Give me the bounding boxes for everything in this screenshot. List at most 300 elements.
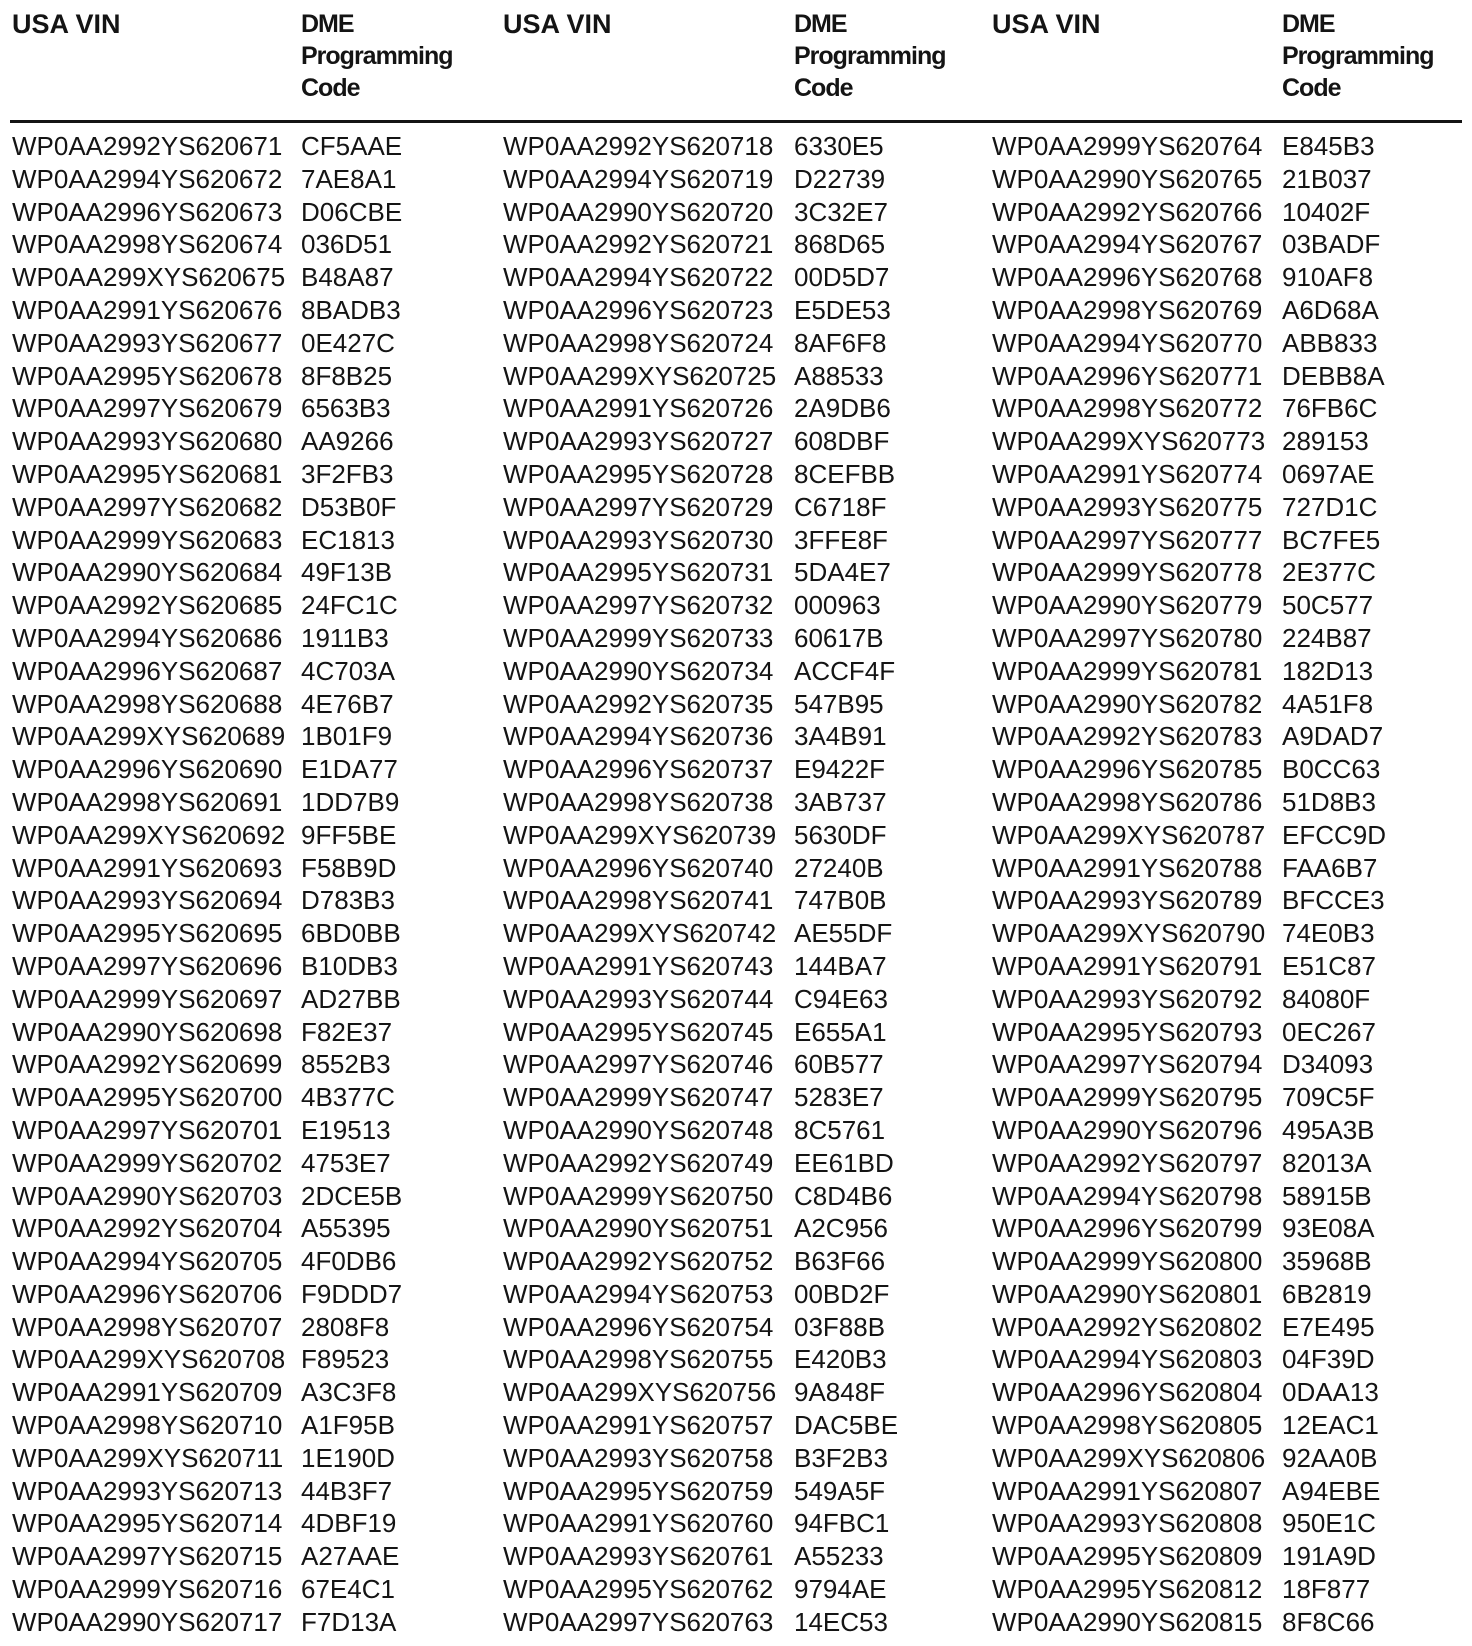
dme-code-cell: 00D5D7 [794, 262, 890, 293]
vin-cell: WP0AA2991YS620791 [992, 950, 1263, 981]
table-row [10, 425, 1462, 458]
dme-code-cell: 6B2819 [1282, 1278, 1372, 1309]
vin-cell: WP0AA2994YS620736 [503, 721, 774, 752]
vin-cell: WP0AA2998YS620738 [503, 786, 774, 817]
vin-cell: WP0AA2992YS620685 [12, 590, 283, 621]
vin-cell: WP0AA2992YS620718 [503, 131, 774, 161]
dme-code-cell: 4DBF19 [301, 1508, 397, 1539]
dme-code-cell: 58915B [1282, 1180, 1372, 1211]
vin-cell: WP0AA2999YS620795 [992, 1082, 1263, 1113]
dme-code-cell: 04F39D [1282, 1344, 1375, 1375]
table-row [10, 950, 1462, 983]
dme-code-cell: E19513 [301, 1114, 391, 1145]
dme-code-cell: 747B0B [794, 885, 887, 916]
vin-cell: WP0AA2995YS620714 [12, 1508, 283, 1539]
vin-cell: WP0AA2996YS620737 [503, 754, 774, 785]
dme-code-cell: 950E1C [1282, 1508, 1376, 1539]
dme-code-cell: A6D68A [1282, 294, 1379, 325]
dme-code-cell: 224B87 [1282, 622, 1372, 653]
dme-code-cell: 4753E7 [301, 1147, 391, 1178]
vin-cell: WP0AA2991YS620807 [992, 1475, 1263, 1506]
vin-cell: WP0AA299XYS620711 [12, 1442, 284, 1473]
dme-code-cell: E7E495 [1282, 1311, 1375, 1342]
vin-cell: WP0AA2994YS620803 [992, 1344, 1263, 1375]
table-row [10, 884, 1462, 917]
vin-cell: WP0AA2990YS620815 [992, 1606, 1263, 1637]
vin-cell: WP0AA2995YS620809 [992, 1541, 1263, 1572]
dme-code-cell: 8552B3 [301, 1049, 391, 1080]
dme-code-cell: D34093 [1282, 1049, 1374, 1080]
vin-cell: WP0AA2992YS620766 [992, 196, 1263, 227]
dme-code-cell: 000963 [794, 590, 881, 621]
table-row [10, 622, 1462, 655]
vin-code-table [10, 8, 1462, 1637]
dme-code-cell: 84080F [1282, 983, 1371, 1014]
dme-code-cell: A88533 [794, 360, 884, 391]
vin-cell: WP0AA2992YS620671 [12, 131, 283, 161]
vin-cell: WP0AA2993YS620775 [992, 491, 1263, 522]
dme-code-cell: AE55DF [794, 918, 893, 949]
table-row [10, 1212, 1462, 1245]
vin-cell: WP0AA2992YS620735 [503, 688, 774, 719]
vin-cell: WP0AA2994YS620753 [503, 1278, 774, 1309]
vin-cell: WP0AA2998YS620707 [12, 1311, 283, 1342]
vin-cell: WP0AA2996YS620799 [992, 1213, 1263, 1244]
dme-code-cell: 709C5F [1282, 1082, 1375, 1113]
dme-code-cell: C8D4B6 [794, 1180, 893, 1211]
table-row [10, 589, 1462, 622]
dme-code-cell: 8F8C66 [1282, 1606, 1375, 1637]
vin-cell: WP0AA2998YS620674 [12, 229, 283, 260]
vin-cell: WP0AA2993YS620713 [12, 1475, 283, 1506]
dme-code-cell: 6BD0BB [301, 918, 401, 949]
vin-cell: WP0AA2991YS620774 [992, 458, 1263, 489]
dme-code-cell: 03F88B [794, 1311, 886, 1342]
dme-code-cell: 03BADF [1282, 229, 1381, 260]
vin-cell: WP0AA2992YS620704 [12, 1213, 283, 1244]
vin-cell: WP0AA299XYS620756 [503, 1377, 777, 1408]
dme-code-cell: 8F8B25 [301, 360, 393, 391]
vin-cell: WP0AA299XYS620790 [992, 918, 1266, 949]
table-row [10, 327, 1462, 360]
dme-code-cell: 6330E5 [794, 131, 884, 161]
table-row [10, 753, 1462, 786]
dme-code-cell: BC7FE5 [1282, 524, 1381, 555]
table-row [10, 1442, 1462, 1475]
header-usa-vin-1: USA VIN [12, 9, 121, 39]
vin-cell: WP0AA2997YS620746 [503, 1049, 774, 1080]
vin-cell: WP0AA2999YS620747 [503, 1082, 774, 1113]
vin-cell: WP0AA2997YS620729 [503, 491, 774, 522]
dme-code-cell: A2C956 [794, 1213, 888, 1244]
dme-code-cell: DAC5BE [794, 1410, 899, 1441]
dme-code-cell: C6718F [794, 491, 887, 522]
vin-cell: WP0AA299XYS620739 [503, 819, 777, 850]
table-row [10, 1376, 1462, 1409]
table-row [10, 228, 1462, 261]
vin-cell: WP0AA2992YS620752 [503, 1246, 774, 1277]
dme-code-cell: 2A9DB6 [794, 393, 891, 424]
vin-cell: WP0AA2999YS620697 [12, 983, 283, 1014]
dme-code-cell: 93E08A [1282, 1213, 1375, 1244]
dme-code-cell: 0697AE [1282, 458, 1375, 489]
dme-code-cell: BFCCE3 [1282, 885, 1385, 916]
dme-code-cell: CF5AAE [301, 131, 403, 161]
vin-cell: WP0AA2993YS620694 [12, 885, 283, 916]
table-row [10, 819, 1462, 852]
table-row [10, 458, 1462, 491]
vin-cell: WP0AA2993YS620744 [503, 983, 774, 1014]
dme-code-cell: 549A5F [794, 1475, 886, 1506]
table-row [10, 163, 1462, 196]
dme-code-cell: 10402F [1282, 196, 1371, 227]
dme-code-cell: 7AE8A1 [301, 163, 397, 194]
dme-code-cell: ACCF4F [794, 655, 896, 686]
dme-code-cell: 50C577 [1282, 590, 1374, 621]
table-row [10, 786, 1462, 819]
table-row [10, 1081, 1462, 1114]
vin-cell: WP0AA2997YS620679 [12, 393, 283, 424]
vin-cell: WP0AA2998YS620724 [503, 327, 774, 358]
dme-code-cell: B10DB3 [301, 950, 398, 981]
dme-code-cell: E420B3 [794, 1344, 887, 1375]
vin-cell: WP0AA2992YS620802 [992, 1311, 1263, 1342]
dme-code-cell: 14EC53 [794, 1606, 888, 1637]
dme-code-cell: EC1813 [301, 524, 395, 555]
vin-cell: WP0AA2995YS620812 [992, 1574, 1263, 1605]
dme-code-cell: 60617B [794, 622, 884, 653]
dme-code-cell: A55233 [794, 1541, 884, 1572]
vin-cell: WP0AA2990YS620734 [503, 655, 774, 686]
table-row [10, 1311, 1462, 1344]
dme-code-cell: 12EAC1 [1282, 1410, 1379, 1441]
vin-cell: WP0AA2993YS620758 [503, 1442, 774, 1473]
dme-code-cell: DEBB8A [1282, 360, 1385, 391]
dme-code-cell: 4B377C [301, 1082, 395, 1113]
dme-code-cell: 9FF5BE [301, 819, 397, 850]
table-row [10, 1540, 1462, 1573]
vin-cell: WP0AA2991YS620693 [12, 852, 283, 883]
dme-code-cell: A9DAD7 [1282, 721, 1384, 752]
vin-cell: WP0AA2993YS620680 [12, 426, 283, 457]
dme-code-cell: 27240B [794, 852, 884, 883]
dme-code-cell: 2DCE5B [301, 1180, 403, 1211]
dme-code-cell: 1911B3 [301, 622, 389, 653]
table-row [10, 1147, 1462, 1180]
vin-cell: WP0AA2991YS620709 [12, 1377, 283, 1408]
vin-cell: WP0AA2994YS620722 [503, 262, 774, 293]
vin-cell: WP0AA2996YS620673 [12, 196, 283, 227]
vin-cell: WP0AA2996YS620690 [12, 754, 283, 785]
vin-cell: WP0AA2994YS620719 [503, 163, 774, 194]
dme-code-cell: B0CC63 [1282, 754, 1381, 785]
table-row [10, 1114, 1462, 1147]
vin-cell: WP0AA2991YS620788 [992, 852, 1263, 883]
table-row [10, 294, 1462, 327]
table-row [10, 1278, 1462, 1311]
dme-code-cell: A27AAE [301, 1541, 400, 1572]
dme-code-cell: F7D13A [301, 1606, 397, 1637]
dme-code-cell: 76FB6C [1282, 393, 1378, 424]
dme-code-cell: 191A9D [1282, 1541, 1376, 1572]
vin-cell: WP0AA2999YS620764 [992, 131, 1263, 161]
header-divider [10, 120, 1462, 123]
vin-cell: WP0AA2992YS620699 [12, 1049, 283, 1080]
vin-cell: WP0AA2994YS620798 [992, 1180, 1263, 1211]
vin-cell: WP0AA2995YS620745 [503, 1016, 774, 1047]
dme-code-cell: 3F2FB3 [301, 458, 394, 489]
vin-cell: WP0AA2996YS620706 [12, 1278, 283, 1309]
vin-cell: WP0AA2996YS620771 [992, 360, 1263, 391]
vin-cell: WP0AA2998YS620755 [503, 1344, 774, 1375]
vin-cell: WP0AA2990YS620717 [12, 1606, 283, 1637]
vin-cell: WP0AA2997YS620715 [12, 1541, 283, 1572]
dme-code-cell: D783B3 [301, 885, 395, 916]
dme-code-cell: EFCC9D [1282, 819, 1387, 850]
dme-code-cell: 3AB737 [794, 786, 887, 817]
vin-cell: WP0AA2996YS620785 [992, 754, 1263, 785]
vin-cell: WP0AA2997YS620696 [12, 950, 283, 981]
dme-code-cell: 5DA4E7 [794, 557, 891, 588]
vin-cell: WP0AA2998YS620691 [12, 786, 283, 817]
dme-code-cell: 4C703A [301, 655, 395, 686]
dme-code-cell: 4F0DB6 [301, 1246, 397, 1277]
table-row [10, 392, 1462, 425]
table-row [10, 360, 1462, 393]
table-row [10, 261, 1462, 294]
dme-code-cell: E5DE53 [794, 294, 891, 325]
dme-code-cell: 1B01F9 [301, 721, 393, 752]
vin-cell: WP0AA299XYS620692 [12, 819, 286, 850]
table-row [10, 1409, 1462, 1442]
dme-code-cell: F58B9D [301, 852, 397, 883]
vin-cell: WP0AA2994YS620672 [12, 163, 283, 194]
vin-cell: WP0AA2997YS620780 [992, 622, 1263, 653]
vin-cell: WP0AA2998YS620710 [12, 1410, 283, 1441]
table-row [10, 556, 1462, 589]
dme-code-cell: 74E0B3 [1282, 918, 1375, 949]
dme-code-cell: 82013A [1282, 1147, 1372, 1178]
dme-code-cell: 144BA7 [794, 950, 887, 981]
table-row [10, 1048, 1462, 1081]
dme-code-cell: 3A4B91 [794, 721, 887, 752]
dme-code-cell: 60B577 [794, 1049, 884, 1080]
vin-cell: WP0AA2995YS620678 [12, 360, 283, 391]
table-row [10, 1245, 1462, 1278]
dme-code-cell: 182D13 [1282, 655, 1374, 686]
dme-code-cell: 727D1C [1282, 491, 1378, 522]
table-row [10, 688, 1462, 721]
dme-code-cell: 289153 [1282, 426, 1369, 457]
table-row [10, 655, 1462, 688]
vin-cell: WP0AA2990YS620801 [992, 1278, 1263, 1309]
vin-cell: WP0AA2999YS620702 [12, 1147, 283, 1178]
vin-cell: WP0AA2990YS620698 [12, 1016, 283, 1047]
vin-cell: WP0AA299XYS620708 [12, 1344, 286, 1375]
vin-cell: WP0AA2993YS620789 [992, 885, 1263, 916]
dme-code-cell: C94E63 [794, 983, 888, 1014]
header-dme-code-3: DME Programming Code [1282, 10, 1434, 102]
vin-cell: WP0AA2992YS620749 [503, 1147, 774, 1178]
dme-code-cell: 9A848F [794, 1377, 886, 1408]
vin-cell: WP0AA2990YS620720 [503, 196, 774, 227]
vin-cell: WP0AA2998YS620769 [992, 294, 1263, 325]
vin-cell: WP0AA2995YS620728 [503, 458, 774, 489]
vin-cell: WP0AA2995YS620793 [992, 1016, 1263, 1047]
header-dme-code-1: DME Programming Code [301, 10, 453, 102]
vin-cell: WP0AA2994YS620705 [12, 1246, 283, 1277]
vin-cell: WP0AA2995YS620681 [12, 458, 283, 489]
vin-cell: WP0AA2993YS620730 [503, 524, 774, 555]
dme-code-cell: 910AF8 [1282, 262, 1374, 293]
dme-code-cell: D22739 [794, 163, 886, 194]
vin-cell: WP0AA2999YS620778 [992, 557, 1263, 588]
vin-cell: WP0AA2998YS620741 [503, 885, 774, 916]
vin-cell: WP0AA2996YS620723 [503, 294, 774, 325]
vin-cell: WP0AA2995YS620700 [12, 1082, 283, 1113]
dme-code-cell: 608DBF [794, 426, 890, 457]
dme-code-cell: 49F13B [301, 557, 393, 588]
table-row [10, 983, 1462, 1016]
vin-cell: WP0AA2990YS620779 [992, 590, 1263, 621]
table-row [10, 917, 1462, 950]
dme-code-cell: A1F95B [301, 1410, 395, 1441]
table-row [10, 1507, 1462, 1540]
table-row [10, 1606, 1462, 1639]
dme-code-cell: FAA6B7 [1282, 852, 1378, 883]
vin-cell: WP0AA2999YS620683 [12, 524, 283, 555]
vin-cell: WP0AA2999YS620716 [12, 1574, 283, 1605]
dme-code-cell: 92AA0B [1282, 1442, 1378, 1473]
vin-cell: WP0AA2997YS620763 [503, 1606, 774, 1637]
dme-code-cell: B48A87 [301, 262, 394, 293]
vin-cell: WP0AA2999YS620733 [503, 622, 774, 653]
vin-cell: WP0AA2999YS620800 [992, 1246, 1263, 1277]
dme-code-cell: 1DD7B9 [301, 786, 400, 817]
vin-cell: WP0AA2996YS620768 [992, 262, 1263, 293]
vin-cell: WP0AA2991YS620726 [503, 393, 774, 424]
dme-code-cell: 24FC1C [301, 590, 398, 621]
table-row [10, 524, 1462, 557]
table-row [10, 130, 1462, 163]
dme-code-cell: B63F66 [794, 1246, 886, 1277]
header-usa-vin-3: USA VIN [992, 9, 1101, 39]
vin-cell: WP0AA299XYS620689 [12, 721, 286, 752]
dme-code-cell: E1DA77 [301, 754, 398, 785]
table-row [10, 720, 1462, 753]
dme-code-cell: 0EC267 [1282, 1016, 1376, 1047]
vin-cell: WP0AA2997YS620701 [12, 1114, 283, 1145]
dme-code-cell: 8BADB3 [301, 294, 401, 325]
vin-cell: WP0AA2993YS620761 [503, 1541, 774, 1572]
vin-cell: WP0AA2997YS620777 [992, 524, 1263, 555]
vin-cell: WP0AA2994YS620770 [992, 327, 1263, 358]
dme-code-cell: F9DDD7 [301, 1278, 403, 1309]
vin-cell: WP0AA2996YS620804 [992, 1377, 1263, 1408]
dme-code-cell: 35968B [1282, 1246, 1372, 1277]
dme-code-cell: AA9266 [301, 426, 394, 457]
dme-code-cell: 6563B3 [301, 393, 391, 424]
vin-cell: WP0AA2993YS620727 [503, 426, 774, 457]
vin-cell: WP0AA2991YS620757 [503, 1410, 774, 1441]
vin-cell: WP0AA299XYS620675 [12, 262, 286, 293]
vin-cell: WP0AA2990YS620796 [992, 1114, 1263, 1145]
vin-cell: WP0AA2998YS620688 [12, 688, 283, 719]
vin-cell: WP0AA2996YS620754 [503, 1311, 774, 1342]
dme-code-cell: 8C5761 [794, 1114, 886, 1145]
vin-cell: WP0AA2990YS620703 [12, 1180, 283, 1211]
vin-cell: WP0AA2990YS620748 [503, 1114, 774, 1145]
dme-code-cell: 036D51 [301, 229, 393, 260]
dme-code-cell: A55395 [301, 1213, 391, 1244]
dme-code-cell: B3F2B3 [794, 1442, 888, 1473]
dme-code-cell: 44B3F7 [301, 1475, 393, 1506]
table-row [10, 1180, 1462, 1213]
dme-code-cell: 8AF6F8 [794, 327, 887, 358]
dme-code-cell: 5630DF [794, 819, 887, 850]
dme-code-cell: 5283E7 [794, 1082, 884, 1113]
vin-cell: WP0AA2998YS620772 [992, 393, 1263, 424]
vin-cell: WP0AA2996YS620687 [12, 655, 283, 686]
vin-cell: WP0AA2998YS620805 [992, 1410, 1263, 1441]
vin-cell: WP0AA2994YS620686 [12, 622, 283, 653]
dme-code-cell: 4A51F8 [1282, 688, 1374, 719]
vin-cell: WP0AA2991YS620760 [503, 1508, 774, 1539]
vin-cell: WP0AA299XYS620787 [992, 819, 1266, 850]
dme-code-cell: 8CEFBB [794, 458, 896, 489]
dme-code-cell: E655A1 [794, 1016, 887, 1047]
vin-cell: WP0AA2998YS620786 [992, 786, 1263, 817]
vin-cell: WP0AA2990YS620684 [12, 557, 283, 588]
table-row [10, 1016, 1462, 1049]
dme-code-cell: E845B3 [1282, 131, 1375, 161]
table-row [10, 196, 1462, 229]
dme-code-cell: EE61BD [794, 1147, 894, 1178]
vin-cell: WP0AA2997YS620682 [12, 491, 283, 522]
vin-cell: WP0AA2992YS620721 [503, 229, 774, 260]
table-row [10, 1475, 1462, 1508]
dme-code-cell: 67E4C1 [301, 1574, 395, 1605]
vin-cell: WP0AA2990YS620751 [503, 1213, 774, 1244]
dme-code-cell: ABB833 [1282, 327, 1378, 358]
dme-code-cell: D06CBE [301, 196, 403, 227]
vin-cell: WP0AA2995YS620762 [503, 1574, 774, 1605]
dme-code-cell: 868D65 [794, 229, 886, 260]
dme-code-cell: 21B037 [1282, 163, 1372, 194]
dme-code-cell: 2E377C [1282, 557, 1376, 588]
vin-cell: WP0AA2999YS620750 [503, 1180, 774, 1211]
vin-cell: WP0AA2993YS620792 [992, 983, 1263, 1014]
dme-code-cell: 9794AE [794, 1574, 887, 1605]
vin-cell: WP0AA299XYS620773 [992, 426, 1266, 457]
dme-code-cell: 3FFE8F [794, 524, 888, 555]
vin-cell: WP0AA2992YS620783 [992, 721, 1263, 752]
table-row [10, 491, 1462, 524]
dme-code-cell: 00BD2F [794, 1278, 890, 1309]
dme-code-cell: 18F877 [1282, 1574, 1371, 1605]
header-dme-code-2: DME Programming Code [794, 10, 946, 102]
vin-cell: WP0AA2991YS620676 [12, 294, 283, 325]
table-row [10, 1573, 1462, 1606]
vin-cell: WP0AA2997YS620794 [992, 1049, 1263, 1080]
dme-code-cell: AD27BB [301, 983, 401, 1014]
vin-cell: WP0AA299XYS620742 [503, 918, 777, 949]
vin-cell: WP0AA299XYS620725 [503, 360, 777, 391]
dme-code-cell: 51D8B3 [1282, 786, 1376, 817]
table-row [10, 852, 1462, 885]
dme-code-cell: 3C32E7 [794, 196, 888, 227]
dme-code-cell: 2808F8 [301, 1311, 390, 1342]
